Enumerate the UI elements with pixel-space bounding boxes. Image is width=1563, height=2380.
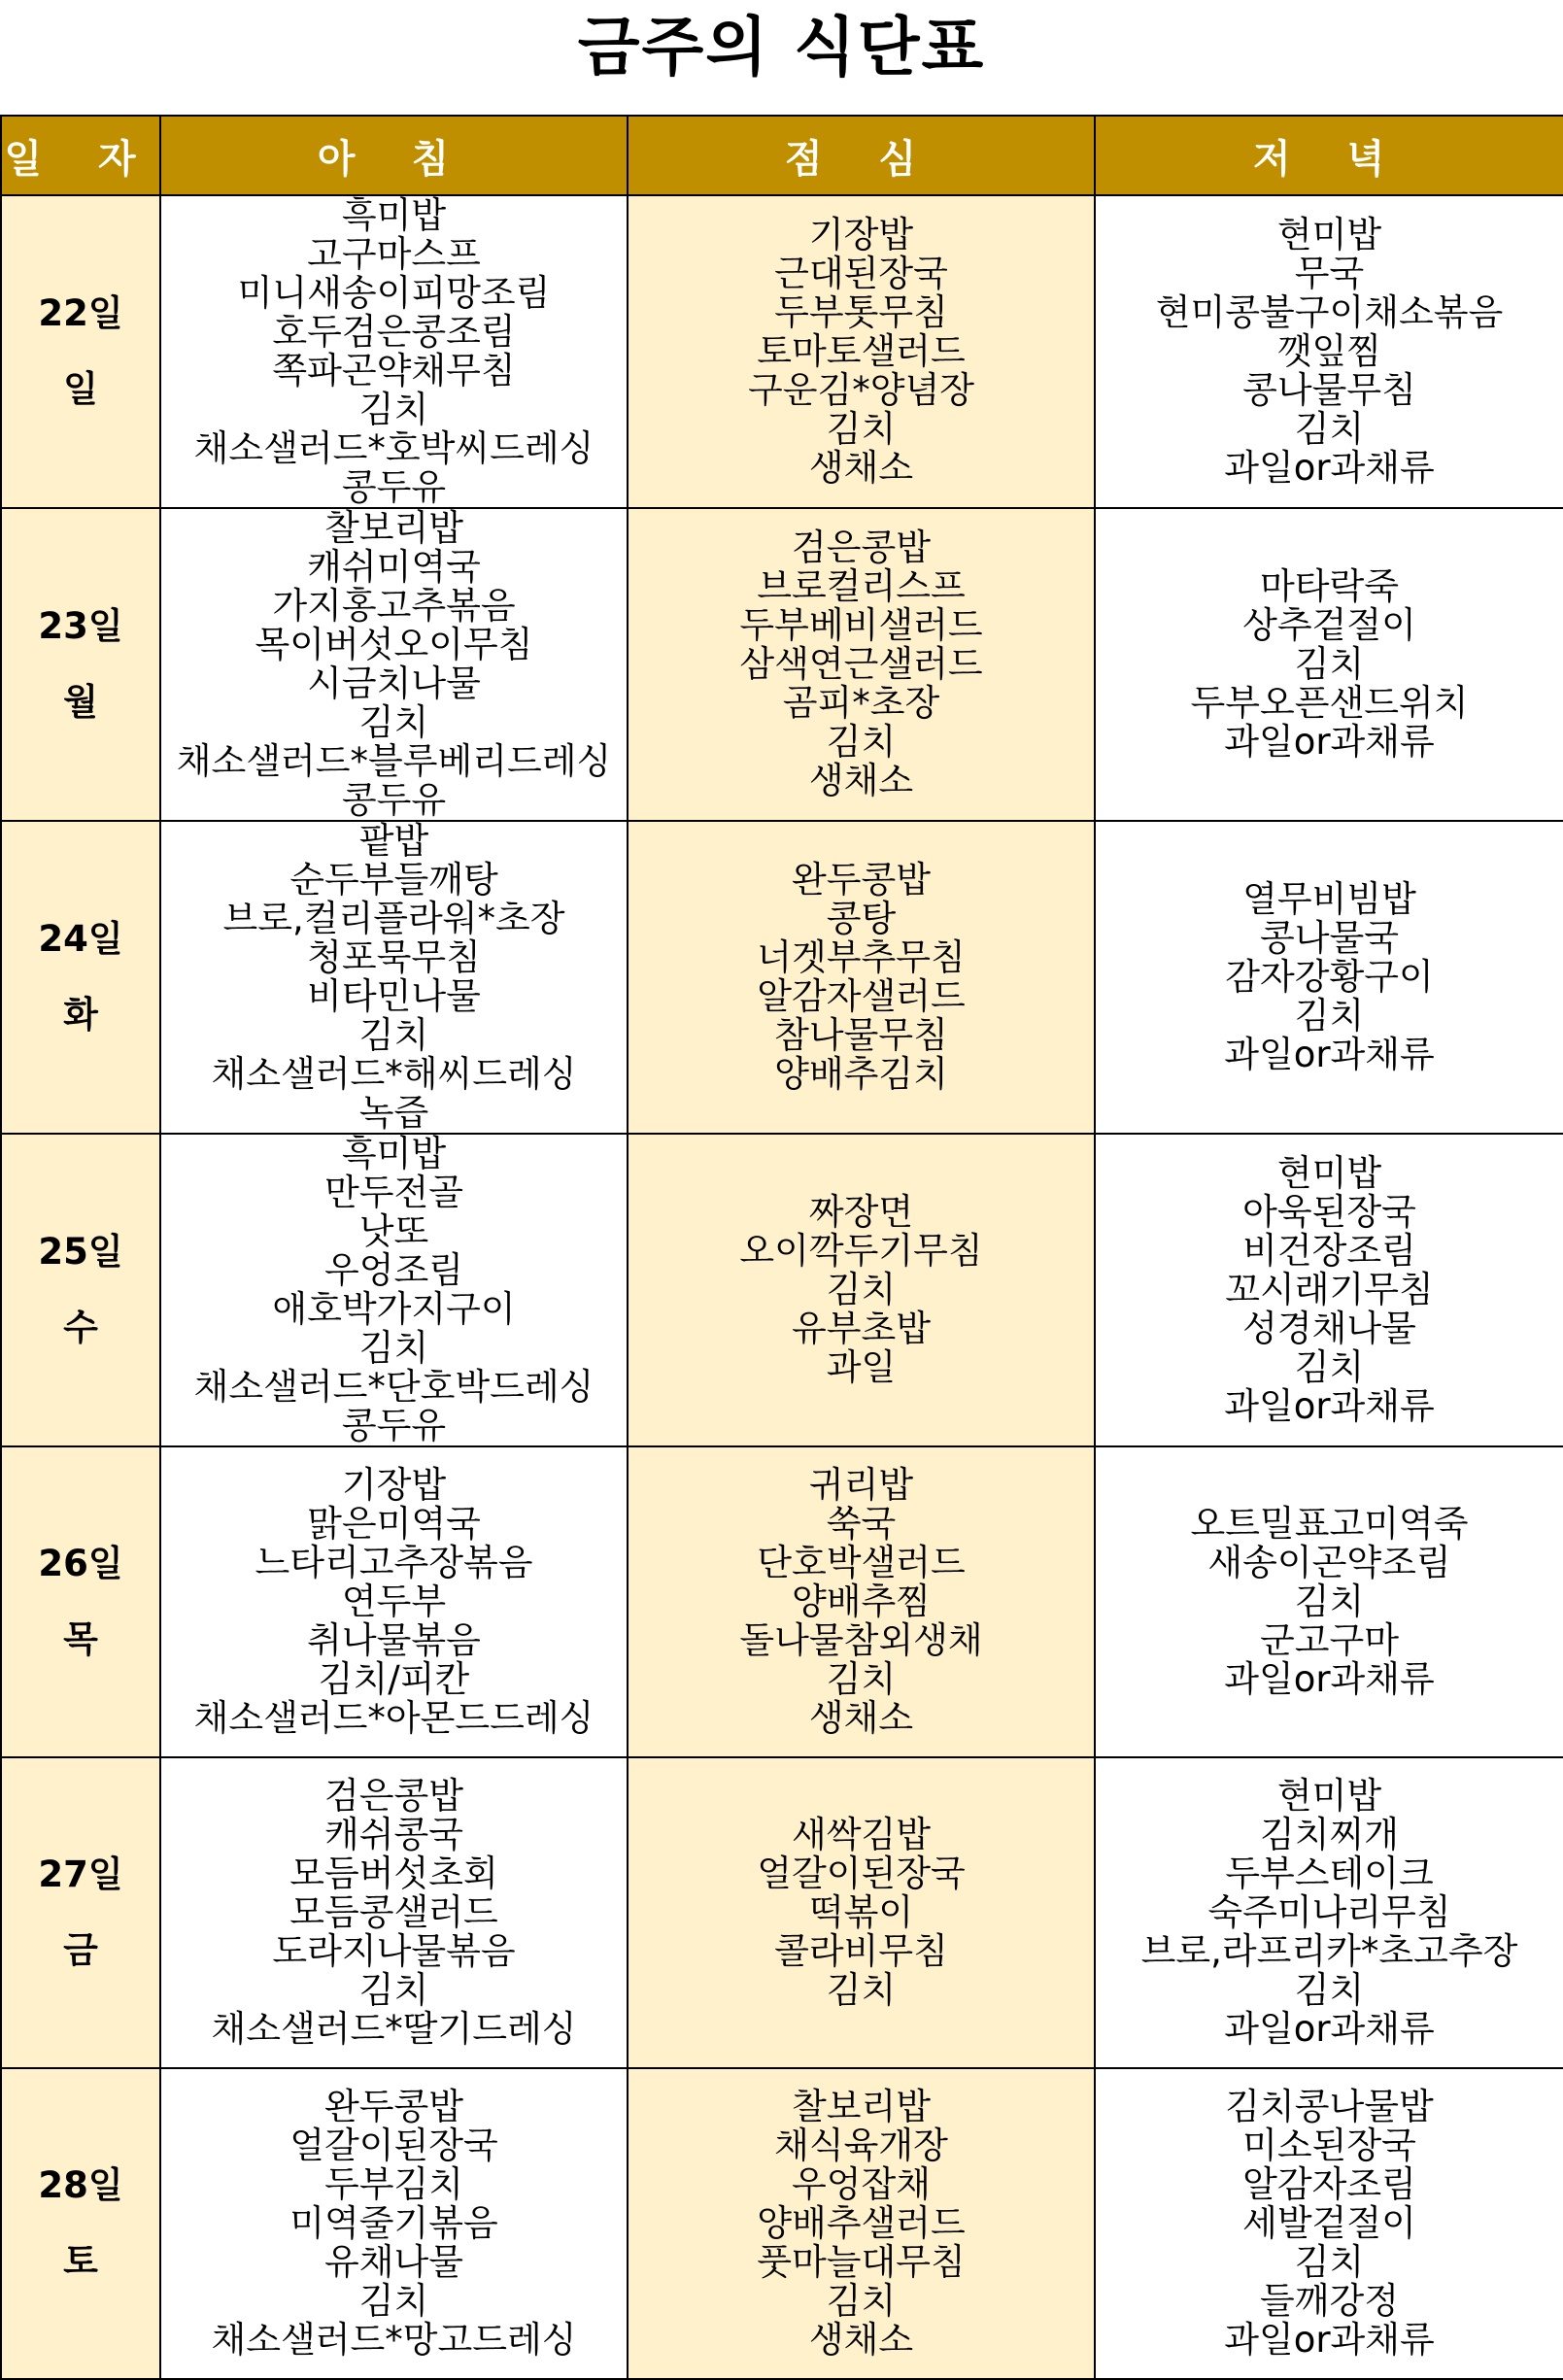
day-cell	[1, 1134, 160, 1446]
menu-item: 숙주미나리무침	[1207, 1891, 1451, 1933]
menu-item: 미역줄기볶음	[289, 2202, 498, 2244]
menu-item: 채소샐러드*블루베리드레싱	[176, 740, 612, 782]
menu-item: 모듬콩샐러드	[289, 1891, 498, 1933]
menu-item: 완두콩밥	[792, 859, 931, 901]
menu-item: 팥밥	[358, 820, 429, 862]
menu-item: 청포묵무침	[307, 936, 481, 978]
menu-item: 김치	[358, 389, 429, 430]
menu-item: 김치	[826, 2280, 897, 2322]
day-weekday: 금	[63, 1929, 98, 1971]
menu-item: 과일or과채류	[1224, 2008, 1435, 2050]
menu-item: 김치	[826, 1269, 897, 1310]
menu-item: 꼬시래기무침	[1225, 1269, 1434, 1310]
menu-item: 성경채나물	[1242, 1308, 1416, 1349]
menu-item: 흑미밥	[341, 194, 447, 236]
menu-item: 김치/피칸	[318, 1658, 470, 1700]
header-lunch: 점 심	[628, 116, 1095, 195]
menu-item: 생채소	[808, 2319, 914, 2361]
meal-plan-body	[1, 195, 1563, 2379]
menu-item: 오트밀표고미역죽	[1190, 1503, 1469, 1545]
lunch-cell	[628, 821, 1095, 1134]
menu-item: 깻잎찜	[1276, 330, 1382, 372]
lunch-cell	[628, 195, 1095, 508]
menu-item: 구운김*양념장	[748, 369, 974, 411]
menu-item: 김치	[1294, 995, 1365, 1037]
menu-item: 김치	[826, 721, 897, 763]
menu-item: 토마토샐러드	[757, 330, 966, 372]
header-dinner: 저 녁	[1095, 116, 1563, 195]
menu-item: 콩나물무침	[1242, 369, 1416, 411]
menu-item: 곰피*초장	[782, 682, 940, 724]
menu-item: 양배추김치	[774, 1053, 948, 1095]
day-cell	[1, 508, 160, 821]
menu-item: 채소샐러드*망고드레싱	[211, 2319, 577, 2361]
menu-item: 목이버섯오이무침	[255, 624, 533, 665]
menu-item: 오이깍두기무침	[739, 1230, 983, 1272]
header-breakfast: 아 침	[160, 116, 628, 195]
menu-item: 채식육개장	[774, 2125, 948, 2166]
menu-item: 콩두유	[341, 466, 447, 508]
menu-item: 김치	[358, 1014, 429, 1056]
day-date: 26일	[38, 1543, 123, 1584]
header-date: 일 자	[1, 116, 160, 195]
menu-item: 김치	[1294, 643, 1365, 685]
menu-item: 김치	[1294, 1581, 1365, 1622]
menu-item: 기장밥	[808, 214, 914, 255]
menu-item: 아욱된장국	[1242, 1191, 1416, 1233]
menu-item: 쪽파곤약채무침	[272, 350, 516, 391]
menu-item: 감자강황구이	[1225, 956, 1434, 998]
menu-item: 알감자샐러드	[757, 975, 966, 1017]
menu-item: 검은콩밥	[324, 1775, 463, 1817]
breakfast-cell	[160, 821, 628, 1134]
menu-item: 완두콩밥	[324, 2086, 463, 2127]
menu-item: 채소샐러드*호박씨드레싱	[193, 427, 595, 469]
day-weekday: 토	[63, 2240, 98, 2282]
menu-item: 김치	[1294, 2241, 1365, 2283]
dinner-cell	[1095, 1134, 1563, 1446]
menu-item: 무국	[1294, 253, 1365, 294]
day-cell	[1, 195, 160, 508]
menu-item: 유채나물	[324, 2241, 463, 2283]
menu-item: 찰보리밥	[792, 2086, 931, 2127]
menu-item: 브로,컬리플라워*초장	[222, 898, 565, 939]
menu-item: 우엉조림	[324, 1249, 463, 1291]
menu-item: 캐쉬콩국	[324, 1814, 463, 1855]
lunch-cell	[628, 1446, 1095, 1757]
menu-item: 고구마스프	[307, 233, 481, 275]
menu-item: 콩탕	[826, 898, 897, 939]
dinner-cell	[1095, 2068, 1563, 2379]
breakfast-cell	[160, 2068, 628, 2379]
menu-item: 낫또	[358, 1210, 429, 1252]
menu-item: 단호박샐러드	[757, 1542, 966, 1583]
menu-item: 참나물무침	[774, 1014, 948, 1056]
menu-item: 채소샐러드*해씨드레싱	[211, 1053, 577, 1095]
menu-item: 채소샐러드*단호박드레싱	[193, 1366, 595, 1408]
dinner-cell	[1095, 1757, 1563, 2068]
menu-item: 콜라비무침	[774, 1930, 948, 1972]
day-date: 25일	[38, 1231, 123, 1273]
menu-item: 녹즙	[358, 1092, 429, 1134]
menu-item: 마타락죽	[1260, 565, 1399, 607]
menu-item: 채소샐러드*아몬드드레싱	[193, 1697, 595, 1739]
menu-item: 들깨강정	[1260, 2280, 1399, 2322]
menu-item: 생채소	[808, 447, 914, 489]
menu-item: 과일or과채류	[1224, 447, 1435, 489]
menu-item: 브로컬리스프	[757, 565, 966, 607]
menu-item: 연두부	[341, 1581, 447, 1622]
dinner-cell	[1095, 195, 1563, 508]
menu-item: 풋마늘대무침	[757, 2241, 966, 2283]
menu-item: 김치	[1294, 1346, 1365, 1388]
menu-item: 생채소	[808, 760, 914, 801]
day-date: 24일	[38, 918, 123, 960]
meal-plan-table	[0, 115, 1563, 2380]
menu-item: 귀리밥	[808, 1464, 914, 1506]
menu-item: 현미콩불구이채소볶음	[1155, 291, 1504, 333]
table-row	[1, 821, 1563, 1134]
day-cell	[1, 1757, 160, 2068]
day-weekday: 월	[63, 681, 98, 723]
menu-item: 얼갈이된장국	[289, 2125, 498, 2166]
menu-item: 생채소	[808, 1697, 914, 1739]
menu-item: 현미밥	[1276, 214, 1382, 255]
menu-item: 새싹김밥	[792, 1814, 931, 1855]
menu-item: 알감자조림	[1242, 2163, 1416, 2205]
menu-item: 시금치나물	[307, 663, 481, 704]
menu-item: 군고구마	[1260, 1619, 1399, 1661]
menu-item: 두부톳무침	[774, 291, 948, 333]
menu-item: 순두부들깨탕	[289, 859, 498, 901]
day-date: 28일	[38, 2164, 123, 2206]
menu-item: 돌나물참외생채	[739, 1619, 983, 1661]
day-cell	[1, 1446, 160, 1757]
menu-item: 콩나물국	[1260, 917, 1399, 959]
menu-item: 김치	[826, 1969, 897, 2011]
menu-item: 김치콩나물밥	[1225, 2086, 1434, 2127]
table-row	[1, 2068, 1563, 2379]
breakfast-cell	[160, 1757, 628, 2068]
menu-item: 과일	[826, 1346, 897, 1388]
menu-item: 짜장면	[808, 1191, 914, 1233]
day-cell	[1, 821, 160, 1134]
menu-item: 김치찌개	[1260, 1814, 1399, 1855]
day-cell	[1, 2068, 160, 2379]
table-row	[1, 1446, 1563, 1757]
menu-item: 김치	[1294, 1969, 1365, 2011]
menu-item: 과일or과채류	[1224, 1034, 1435, 1075]
menu-item: 김치	[1294, 408, 1365, 450]
menu-item: 떡볶이	[808, 1891, 914, 1933]
table-row	[1, 1757, 1563, 2068]
page-title: 금주의 식단표	[577, 10, 986, 85]
menu-item: 과일or과채류	[1224, 721, 1435, 763]
menu-item: 김치	[358, 701, 429, 743]
menu-item: 느타리고추장볶음	[255, 1542, 533, 1583]
menu-item: 양배추샐러드	[757, 2202, 966, 2244]
menu-item: 검은콩밥	[792, 527, 931, 568]
dinner-cell	[1095, 821, 1563, 1134]
table-row	[1, 195, 1563, 508]
menu-item: 비타민나물	[307, 975, 481, 1017]
header-row	[1, 116, 1563, 195]
menu-item: 새송이곤약조림	[1207, 1542, 1451, 1583]
menu-item: 과일or과채류	[1224, 1385, 1435, 1427]
table-row	[1, 508, 1563, 821]
menu-item: 김치	[826, 1658, 897, 1700]
menu-item: 캐쉬미역국	[307, 546, 481, 588]
menu-item: 유부초밥	[792, 1308, 931, 1349]
day-weekday: 목	[63, 1618, 98, 1660]
menu-item: 열무비빔밥	[1242, 878, 1416, 920]
menu-item: 찰보리밥	[324, 507, 463, 549]
day-weekday: 화	[63, 994, 98, 1036]
menu-item: 두부베비샐러드	[739, 604, 983, 646]
menu-item: 과일or과채류	[1224, 1658, 1435, 1700]
lunch-cell	[628, 508, 1095, 821]
breakfast-cell	[160, 1134, 628, 1446]
breakfast-cell	[160, 195, 628, 508]
menu-item: 미니새송이피망조림	[237, 272, 551, 314]
menu-item: 콩두유	[341, 779, 447, 821]
dinner-cell	[1095, 508, 1563, 821]
menu-item: 김치	[358, 2280, 429, 2322]
menu-item: 흑미밥	[341, 1133, 447, 1174]
menu-item: 얼갈이된장국	[757, 1853, 966, 1894]
day-date: 22일	[38, 292, 123, 334]
menu-item: 김치	[358, 1969, 429, 2011]
breakfast-cell	[160, 508, 628, 821]
menu-item: 만두전골	[324, 1172, 463, 1213]
menu-item: 호두검은콩조림	[272, 311, 516, 353]
menu-item: 두부김치	[324, 2163, 463, 2205]
day-weekday: 수	[63, 1307, 98, 1348]
breakfast-cell	[160, 1446, 628, 1757]
menu-item: 도라지나물볶음	[272, 1930, 516, 1972]
menu-item: 과일or과채류	[1224, 2319, 1435, 2361]
menu-item: 취나물볶음	[307, 1619, 481, 1661]
menu-item: 가지홍고추볶음	[272, 585, 516, 627]
day-weekday: 일	[63, 368, 98, 410]
lunch-cell	[628, 1757, 1095, 2068]
menu-item: 쑥국	[826, 1503, 897, 1545]
menu-item: 세발겉절이	[1242, 2202, 1416, 2244]
menu-item: 양배추찜	[792, 1581, 931, 1622]
dinner-cell	[1095, 1446, 1563, 1757]
menu-item: 근대된장국	[774, 253, 948, 294]
menu-item: 애호박가지구이	[272, 1288, 516, 1330]
menu-item: 기장밥	[341, 1464, 447, 1506]
day-date: 23일	[38, 605, 123, 647]
table-row	[1, 1134, 1563, 1446]
menu-item: 현미밥	[1276, 1152, 1382, 1194]
menu-item: 너겟부추무침	[757, 936, 966, 978]
menu-item: 김치	[826, 408, 897, 450]
menu-item: 채소샐러드*딸기드레싱	[211, 2008, 577, 2050]
menu-item: 우엉잡채	[792, 2163, 931, 2205]
menu-item: 모듬버섯초회	[289, 1853, 498, 1894]
menu-item: 두부스테이크	[1225, 1853, 1434, 1894]
lunch-cell	[628, 2068, 1095, 2379]
lunch-cell	[628, 1134, 1095, 1446]
menu-item: 두부오픈샌드위치	[1190, 682, 1469, 724]
menu-item: 콩두유	[341, 1405, 447, 1446]
menu-item: 김치	[358, 1327, 429, 1369]
menu-item: 미소된장국	[1242, 2125, 1416, 2166]
menu-item: 상추겉절이	[1242, 604, 1416, 646]
day-date: 27일	[38, 1853, 123, 1895]
menu-item: 삼색연근샐러드	[739, 643, 983, 685]
menu-item: 맑은미역국	[307, 1503, 481, 1545]
menu-item: 브로,라프리카*초고추장	[1140, 1930, 1518, 1972]
menu-item: 비건장조림	[1242, 1230, 1416, 1272]
menu-item: 현미밥	[1276, 1775, 1382, 1817]
